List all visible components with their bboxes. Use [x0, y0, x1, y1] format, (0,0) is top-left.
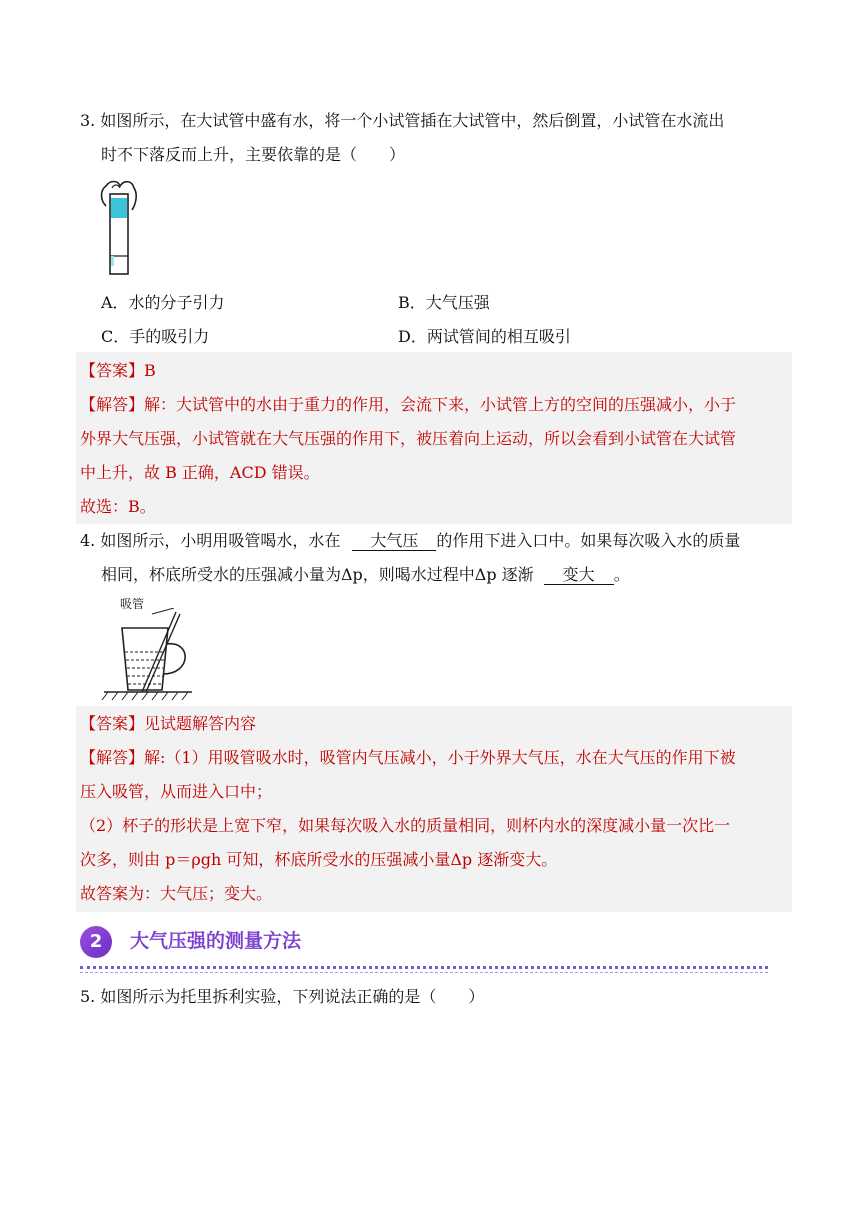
answer-tag: 【答案】 [80, 714, 145, 733]
test-tube-figure [98, 176, 142, 276]
q3-analysis-line-2: 外界大气压强，小试管就在大气压强的作用下，被压着向上运动，所以会看到小试管在大试管 [80, 429, 737, 448]
q4-analysis-line-3: （2）杯子的形状是上宽下窄，如果每次吸入水的质量相同，则杯内水的深度减小量一次比一 [80, 816, 731, 835]
q4-answer-line [80, 713, 256, 735]
q4-answer-box [76, 706, 792, 912]
answer-value: 见试题解答内容 [144, 714, 257, 733]
section-title: 大气压强的测量方法 [130, 930, 302, 952]
q4-stem-text: 相同，杯底所受水的压强减小量为Δp，则喝水过程中Δp 逐渐 [101, 565, 534, 584]
q3-option-d: D．两试管间的相互吸引 [398, 327, 571, 346]
cup-straw-figure [100, 608, 196, 704]
straw-label: 吸管 [120, 597, 145, 611]
q4-stem-text: 的作用下进入口中。如果每次吸入水的质量 [436, 531, 741, 550]
answer-value: B [144, 361, 156, 380]
section-divider-secondary [80, 972, 768, 973]
q3-option-c: C．手的吸引力 [101, 327, 210, 346]
q4-analysis-line-1 [80, 747, 736, 769]
q3-stem-line-2: 时不下落反而上升，主要依靠的是（ ） [101, 145, 406, 164]
analysis-text: 解:（1）用吸管吸水时，吸管内气压减小，小于外界大气压，水在大气压的作用下被 [144, 748, 736, 767]
q4-stem-text: 4. 如图所示，小明用吸管喝水，水在 [80, 531, 341, 550]
q4-conclusion: 故答案为：大气压；变大。 [80, 884, 273, 903]
analysis-tag: 【解答】 [80, 395, 145, 414]
q3-option-b: B．大气压强 [398, 293, 490, 312]
q4-stem-line-2 [101, 564, 630, 586]
answer-tag: 【答案】 [80, 361, 145, 380]
q4-analysis-line-4: 次多，则由 p＝ρgh 可知，杯底所受水的压强减小量Δp 逐渐变大。 [80, 850, 558, 869]
q4-stem-text: 。 [613, 565, 630, 584]
q3-conclusion: 故选：B。 [80, 497, 156, 516]
section-divider [80, 966, 768, 969]
q3-stem-line-1: 3. 如图所示，在大试管中盛有水，将一个小试管插在大试管中，然后倒置，小试管在水流出 [80, 111, 725, 130]
section-number-badge: 2 [80, 926, 112, 958]
q4-blank-2: 变大 [544, 565, 614, 585]
q4-stem-line-1 [80, 530, 740, 552]
analysis-tag: 【解答】 [80, 748, 145, 767]
q3-analysis-line-3: 中上升，故 B 正确，ACD 错误。 [80, 463, 320, 482]
q3-option-a: A．水的分子引力 [101, 293, 225, 312]
q5-stem-line-1: 5. 如图所示为托里拆利实验，下列说法正确的是（ ） [80, 987, 485, 1006]
q3-answer-line [80, 360, 156, 382]
q3-analysis-line-1 [80, 394, 736, 416]
analysis-text: 解：大试管中的水由于重力的作用，会流下来，小试管上方的空间的压强减小，小于 [144, 395, 737, 414]
q4-blank-1: 大气压 [352, 531, 436, 551]
q4-analysis-line-2: 压入吸管，从而进入口中； [80, 782, 273, 801]
